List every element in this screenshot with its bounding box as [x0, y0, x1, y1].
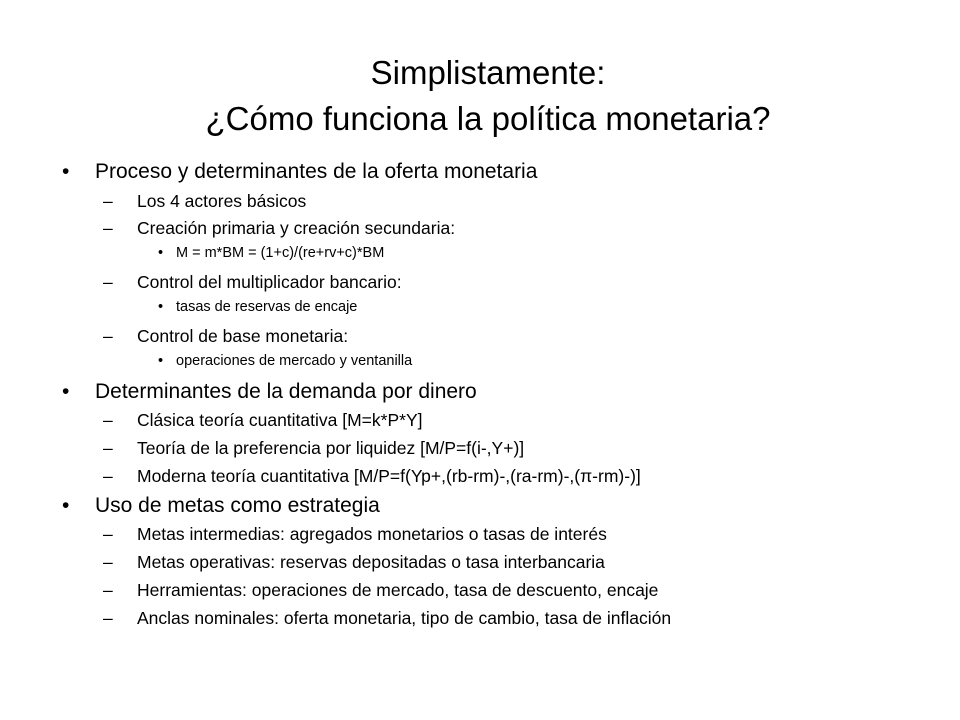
- dash-marker: –: [103, 524, 113, 544]
- list-item-text: M = m*BM = (1+c)/(re+rv+c)*BM: [176, 245, 385, 261]
- dash-marker: –: [103, 272, 113, 292]
- dash-marker: –: [103, 191, 113, 211]
- bullet-marker: •: [62, 160, 70, 183]
- dash-marker: –: [103, 326, 113, 346]
- list-item-text: Metas operativas: reservas depositadas o tasa interbancaria: [137, 552, 605, 572]
- list-item-text: Proceso y determinantes de la oferta monetaria: [95, 160, 538, 183]
- list-item-text: Uso de metas como estrategia: [95, 494, 380, 517]
- list-item-text: Control de base monetaria:: [137, 326, 349, 346]
- list-item-text: Metas intermedias: agregados monetarios o tasas de interés: [137, 524, 607, 544]
- list-item-text: Moderna teoría cuantitativa [M/P=f(Yp+,(rb-rm)-,(ra-rm)-,(π-rm)-)]: [137, 466, 641, 486]
- bullet-marker-small: •: [158, 245, 164, 261]
- title-line-1: Simplistamente:: [370, 54, 606, 91]
- list-item-text: Determinantes de la demanda por dinero: [95, 380, 477, 403]
- list-item-text: Clásica teoría cuantitativa [M=k*P*Y]: [137, 410, 423, 430]
- list-item-text: Anclas nominales: oferta monetaria, tipo de cambio, tasa de inflación: [137, 608, 672, 628]
- list-item-text: tasas de reservas de encaje: [176, 299, 358, 315]
- list-item-text: Teoría de la preferencia por liquidez [M/P=f(i-,Y+)]: [137, 438, 525, 458]
- list-item-text: Control del multiplicador bancario:: [137, 272, 402, 292]
- dash-marker: –: [103, 580, 113, 600]
- dash-marker: –: [103, 410, 113, 430]
- dash-marker: –: [103, 552, 113, 572]
- bullet-marker-small: •: [158, 353, 164, 369]
- dash-marker: –: [103, 218, 113, 238]
- dash-marker: –: [103, 466, 113, 486]
- list-item-text: Herramientas: operaciones de mercado, tasa de descuento, encaje: [137, 580, 659, 600]
- list-item-text: Creación primaria y creación secundaria:: [137, 218, 456, 238]
- bullet-marker-small: •: [158, 299, 164, 315]
- list-item-text: Los 4 actores básicos: [137, 191, 307, 211]
- dash-marker: –: [103, 608, 113, 628]
- dash-marker: –: [103, 438, 113, 458]
- title-line-2: ¿Cómo funciona la política monetaria?: [205, 100, 771, 137]
- bullet-marker: •: [62, 380, 70, 403]
- bullet-marker: •: [62, 494, 70, 517]
- list-item-text: operaciones de mercado y ventanilla: [176, 353, 413, 369]
